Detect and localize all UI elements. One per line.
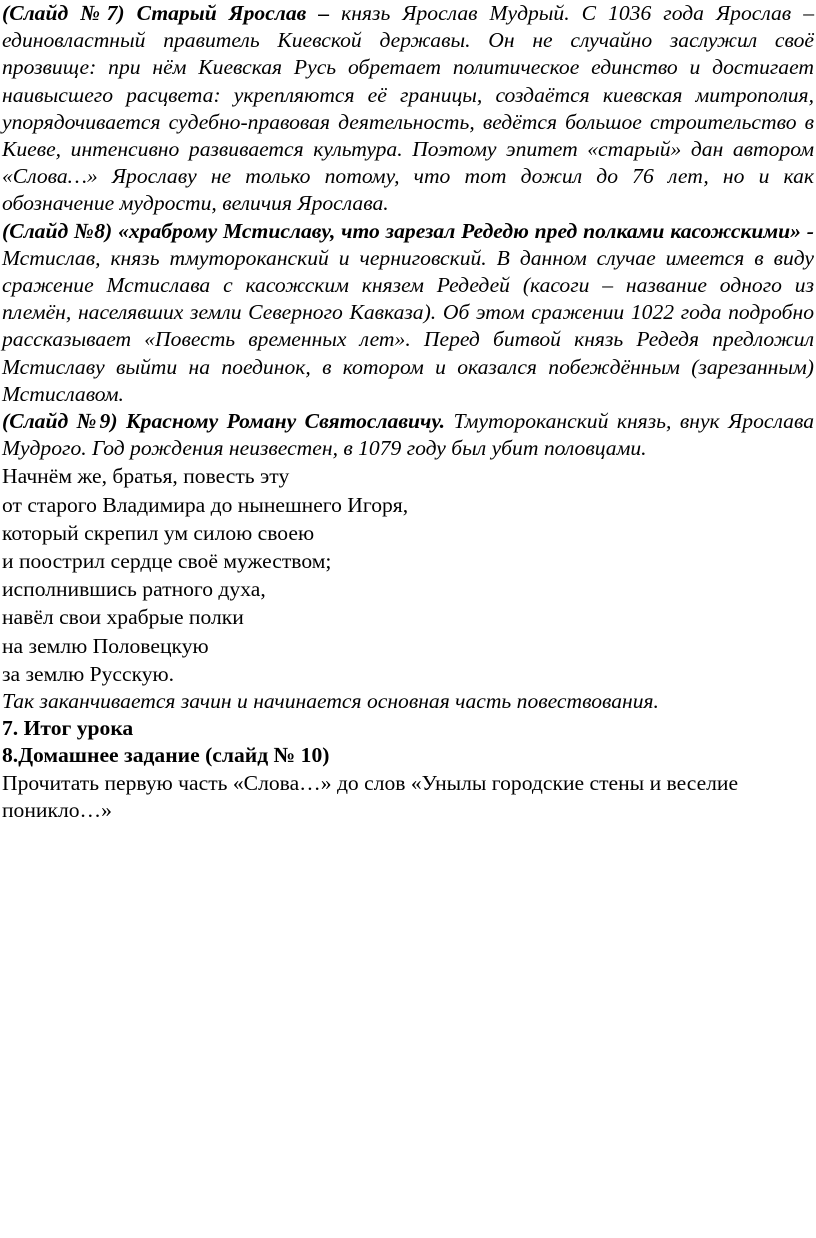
poem-block bbox=[2, 462, 814, 688]
slide9-paragraph bbox=[2, 408, 814, 462]
slide7-heading: (Слайд №7) Старый Ярослав – bbox=[2, 1, 330, 25]
slide9-heading: (Слайд №9) Красному Роману Святославичу. bbox=[2, 409, 445, 434]
poem-line: который скрепил ум силою своею bbox=[2, 520, 315, 545]
poem-line: и поострил сердце своё мужеством; bbox=[2, 549, 332, 574]
poem-line: Начнём же, братья, повесть эту bbox=[2, 464, 290, 489]
slide7-paragraph bbox=[2, 0, 814, 218]
section-8-heading: 8.Домашнее задание (слайд № 10) bbox=[2, 743, 330, 768]
slide7-text: князь Ярослав Мудрый. С 1036 года Ярослав – единовластный правитель Киевской державы. Он не случайно заслужил своё прозвище: при нём Киевская Русь обретает политическое единство и достигает наивысшего расцвета: укрепляются её границы, создаётся киевская митрополия, упорядочивается судебно-правовая деятельность, ведётся большое строительство в Киеве, интенсивно развивается культура. Поэтому эпитет «старый» дан автором «Слова…» Ярославу не только потому, что тот дожил до 76 лет, но и как обозначение мудрости, величия Ярослава. bbox=[2, 1, 814, 216]
section-7-heading: 7. Итог урока bbox=[2, 716, 134, 741]
poem-line: навёл свои храбрые полки bbox=[2, 605, 244, 630]
homework-text: Прочитать первую часть «Слова…» до слов «Унылы городские стены и веселие поникло…» bbox=[2, 770, 739, 822]
poem-line: за землю Русскую. bbox=[2, 661, 175, 686]
closing-note: Так заканчивается зачин и начинается основная часть повествования. bbox=[2, 689, 659, 714]
poem-line: исполнившись ратного духа, bbox=[2, 577, 266, 602]
slide8-paragraph bbox=[2, 218, 814, 408]
slide8-heading: (Слайд №8) «храброму Мстиславу, что зарезал Редедю пред полками касожскими» - bbox=[2, 218, 814, 243]
poem-line: от старого Владимира до нынешнего Игоря, bbox=[2, 492, 409, 517]
slide9-text: Тмутороканский князь, внук Ярослава Мудрого. Год рождения неизвестен, в 1079 году был убит половцами. bbox=[2, 409, 814, 461]
poem-line: на землю Половецкую bbox=[2, 633, 209, 658]
slide8-text: Мстислав, князь тмутороканский и черниговский. В данном случае имеется в виду сражение Мстислава с касожским князем Редедей (касоги – название одного из племён, населявших земли Северного Кавказа). Об этом сражении 1022 года подробно рассказывает «Повесть временных лет». Перед битвой князь Редедя предложил Мстиславу выйти на поединок, в котором и оказался побеждённым (зарезанным) Мстиславом. bbox=[2, 245, 814, 406]
